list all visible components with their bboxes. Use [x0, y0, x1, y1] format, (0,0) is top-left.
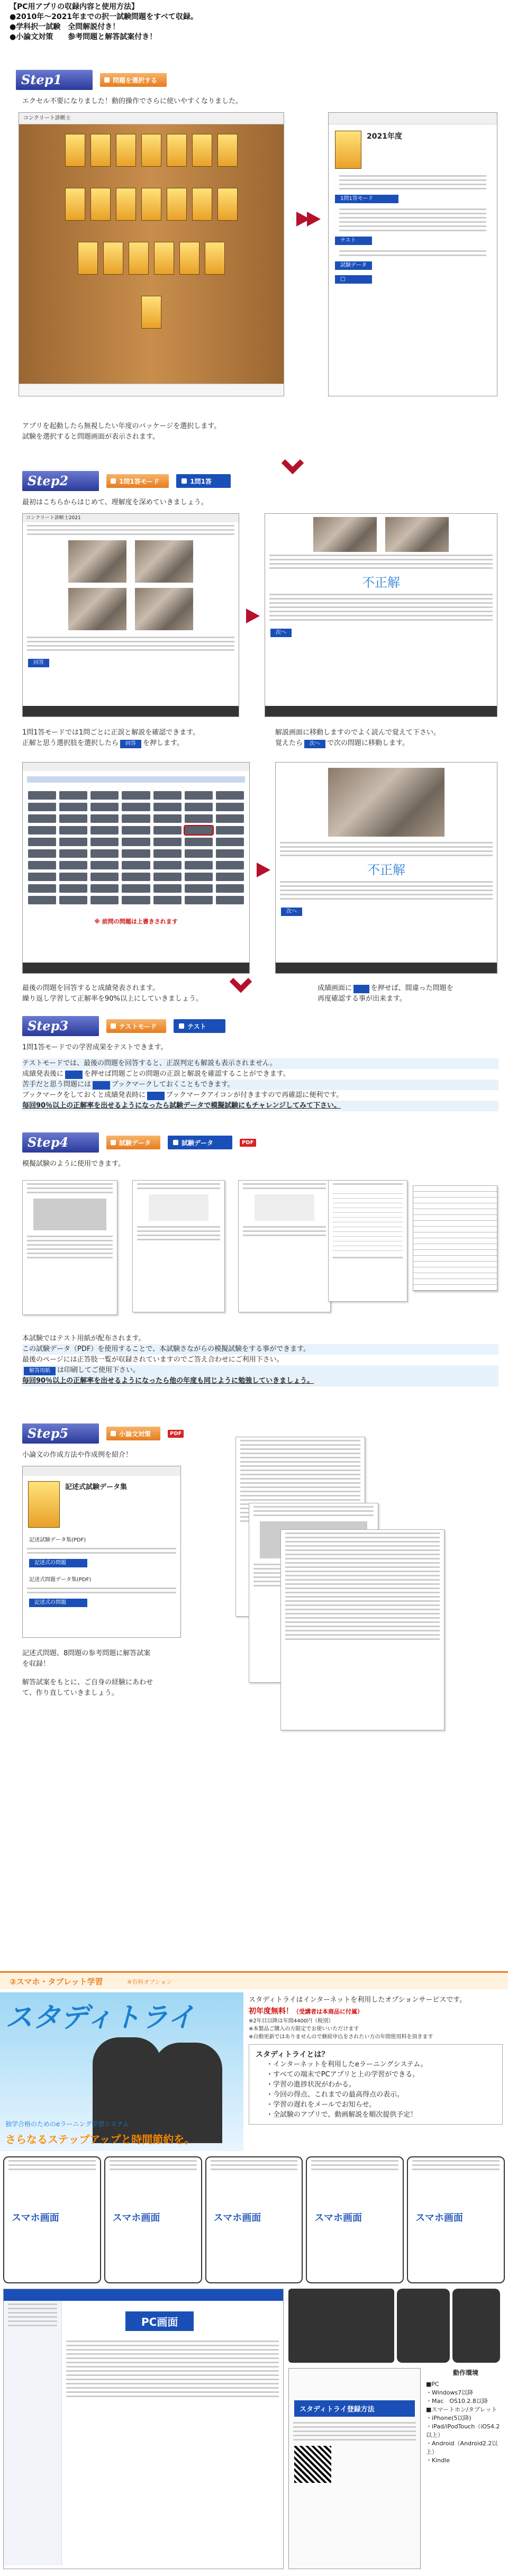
step2-sub-pill: [106, 474, 169, 488]
text: 初年度無料！: [249, 2007, 293, 2016]
book-icon[interactable]: [103, 242, 123, 275]
answer-sheet-button-sample: 解答用紙: [24, 1367, 56, 1375]
essay-list-title: 記述式試験データ集: [65, 1483, 128, 1491]
step5-caption-1: 記述式問題、8問題の参考問題に解答試案: [22, 1649, 151, 1657]
step4-sub-label: 試験データ: [119, 1139, 151, 1147]
option-intro: スタディトライはインターネットを利用したオプションサービスです。: [249, 1996, 467, 2004]
env-iphone: ・iPhone(5以降): [426, 2415, 471, 2421]
app-library-screenshot: [19, 112, 284, 396]
caption-text: で次の問題に移動します。: [327, 739, 409, 747]
essay-list-item-2: 記述式問題データ集(PDF): [29, 1577, 92, 1583]
book-icon[interactable]: [129, 242, 149, 275]
book-icon[interactable]: [167, 134, 187, 167]
step2-caption-left-2: [22, 738, 184, 749]
next-button[interactable]: 次へ: [270, 629, 292, 637]
book-icon[interactable]: [167, 188, 187, 221]
review-screenshot: [275, 762, 497, 974]
crack-photo: [313, 517, 377, 552]
essay-button[interactable]: □: [335, 275, 372, 284]
header-line-3: ●学科択一試験 全問解説付き！: [10, 23, 120, 31]
step1-pill-label: 問題を選択する: [113, 76, 158, 84]
step3-intro: 1問1答モードでの学習成果をテストできます。: [22, 1044, 168, 1051]
crack-photo: [68, 540, 126, 583]
crack-photo: [68, 588, 126, 630]
exam-pdf-page: [328, 1180, 407, 1302]
header-line-4: ●小論文対策 参考問題と解答試案付き！: [10, 33, 157, 41]
exam-pdf-page: [132, 1180, 225, 1312]
phone-screen: [407, 2156, 505, 2283]
step1-caption-2: 試験を選択すると問題画面が表示されます。: [22, 433, 159, 441]
step4-label: Step4: [22, 1132, 99, 1153]
env-pc: ■PC: [426, 2381, 439, 2388]
caption-text: を押します。: [143, 739, 184, 747]
text: ブックマークしておくこともできます。: [111, 1081, 234, 1089]
exam-data-button[interactable]: 試験データ: [335, 261, 372, 270]
next-button[interactable]: 次へ: [281, 908, 302, 916]
step4-header: [22, 1132, 256, 1153]
crack-photo: [328, 768, 444, 837]
book-icon[interactable]: [90, 188, 111, 221]
pc-screen-label: PC画面: [125, 2311, 194, 2331]
person-photo: [153, 2043, 222, 2143]
step5-sub-label: 小論文対策: [119, 1430, 151, 1438]
book-icon[interactable]: [179, 242, 199, 275]
step5-caption-2: を収録！: [22, 1660, 50, 1668]
whatis-title: スタディトライとは？: [256, 2051, 329, 2059]
essay-questions-button[interactable]: 記述式の問題: [29, 1559, 87, 1567]
bookmark-button-sample: [93, 1081, 110, 1090]
wrong-answer-label: 不正解: [367, 863, 405, 877]
phone-screen: [306, 2156, 404, 2283]
step5-header: [22, 1423, 184, 1444]
option-title: ②スマホ・タブレット学習: [10, 1977, 103, 1987]
exam-data-pill: [168, 1136, 232, 1149]
app-window-title: コンクリート診断士: [19, 113, 284, 124]
essay-menu-screenshot: [22, 1466, 181, 1638]
note-2: ※自動更新ではありませんので継続申込をされたい方の年間使用料を頂きます: [249, 2034, 433, 2040]
tablet-photo: [288, 2289, 394, 2363]
phone-photo: [452, 2289, 500, 2363]
step2-caption-right-2: [275, 738, 409, 749]
step2-caption-left-1: 1問1答モードでは1問ごとに正誤と解説を確認できます。: [22, 729, 200, 737]
shelf-row: [24, 188, 278, 221]
step4-p5: 毎回90％以上の正解率を出せるようになったら他の年度も同じように勉強していきましょう。: [22, 1376, 498, 1386]
book-cover-icon: [28, 1481, 60, 1528]
text: 苦手だと思う問題には: [22, 1081, 92, 1089]
next-button-sample: 次へ: [304, 740, 325, 748]
studytry-logo: スタディトライ: [5, 2002, 195, 2034]
book-icon[interactable]: [65, 134, 85, 167]
crack-photo: [135, 588, 193, 630]
book-icon[interactable]: [205, 242, 225, 275]
essay-answers-button[interactable]: 記述式の問題: [29, 1599, 87, 1607]
step3-sub-label: テストモード: [119, 1022, 157, 1030]
book-icon[interactable]: [217, 134, 238, 167]
phone-screen: [3, 2156, 101, 2283]
caption-text: 正解と思う選択肢を選択したら: [22, 739, 119, 747]
crack-photo: [135, 540, 193, 583]
registration-card: [288, 2368, 421, 2569]
smartphone-screens: [0, 2156, 508, 2283]
text: 成績発表後に: [22, 1070, 64, 1078]
intro-header: [10, 2, 198, 42]
book-icon[interactable]: [90, 134, 111, 167]
feature-item: ・インターネットを利用したeラーニングシステム。: [266, 2061, 428, 2069]
smartphone-label: スマホ画面: [314, 2210, 362, 2224]
price-note: ※2年目以降は年間4400円（税別）: [249, 2018, 334, 2024]
step4-sub-pill: [106, 1136, 160, 1149]
bookmark-icon: [147, 1092, 165, 1100]
feature-item: ・すべての端末でPCアプリと上の学習ができる。: [266, 2071, 420, 2079]
step3-label: Step3: [22, 1016, 99, 1036]
step5-intro: 小論文の作成方法や作成例を紹介！: [22, 1451, 133, 1459]
text: ブックマークアイコンが付きますので再確認に便利です。: [166, 1091, 343, 1099]
test-pill-label: テスト: [187, 1022, 206, 1030]
end-note: ※ 前問の問題は上書きされます: [94, 918, 178, 925]
option-header-band: [0, 1971, 508, 1989]
banner-subtitle: 独学合格のためのeラーニング学習システム: [5, 2120, 129, 2128]
essay-pdf-page: [280, 1529, 444, 1730]
env-title: 動作環境: [452, 2369, 478, 2377]
exam-pdf-page: [22, 1180, 117, 1315]
header-line-2: ●2010年～2021年までの択一試験問題をすべて収録。: [10, 13, 198, 21]
text: （受講者は本商品に付属）: [293, 2008, 363, 2015]
book-icon[interactable]: [192, 188, 212, 221]
text: を押せば問題ごとの問題の正誤と解説を確認することができます。: [84, 1070, 290, 1078]
smartphone-label: スマホ画面: [415, 2210, 463, 2224]
step3-p4: [22, 1090, 498, 1101]
caption-text: 成績画面に: [318, 984, 352, 992]
book-icon[interactable]: [141, 134, 161, 167]
env-sp: ■スマートホン/タブレット: [426, 2406, 497, 2413]
step5-label: Step5: [22, 1423, 99, 1444]
book-icon[interactable]: [154, 242, 174, 275]
feature-item: ・今回の得点、これまでの最高得点の表示。: [266, 2091, 404, 2099]
step1-header: [16, 70, 167, 90]
arrow-right-icon: [246, 609, 260, 623]
book-icon[interactable]: [116, 134, 136, 167]
note-1: ※本製品ご購入の方限定でお使いいただけます: [249, 2026, 359, 2032]
step1-caption-1: アプリを起動したら無視したい年度のパッケージを選択します。: [22, 422, 221, 430]
env-android: ・Android（Android2.2以上）: [426, 2440, 498, 2455]
question-screen-title: コンクリート診断士2021: [23, 514, 239, 522]
env-mac: ・Mac OS10.2.8以降: [426, 2398, 488, 2405]
step2-sub-label: 1問1答モード: [119, 477, 160, 485]
step5-sub-pill: [106, 1427, 160, 1440]
pdf-icon: PDF: [240, 1139, 256, 1147]
step1-label: Step1: [16, 70, 93, 90]
step3-p1: テストモードでは、最後の問題を回答すると、正誤判定も解説も表示されません。: [22, 1058, 498, 1069]
book-icon[interactable]: [78, 242, 98, 275]
phone-photo: [397, 2289, 450, 2363]
step4-p2: この試験データ（PDF）を使用することで、本試験さながらの模擬試験をする事ができます。: [22, 1344, 498, 1355]
arrow-down-icon: [282, 452, 304, 474]
review-button-sample: [65, 1071, 83, 1079]
year-panel-screenshot: [328, 112, 497, 396]
env-win: ・Windows7以降: [426, 2389, 474, 2396]
banner-catchphrase: さらなるステップアップと時間節約を。: [5, 2133, 195, 2146]
book-icon[interactable]: [217, 188, 238, 221]
one-by-one-pill: [176, 474, 231, 488]
step3-p2: [22, 1069, 498, 1080]
caption-text: 覚えたら: [275, 739, 303, 747]
feature-item: ・学習の遅れをメールでお知らせ。: [266, 2101, 376, 2109]
step4-intro: 模擬試験のように使用できます。: [22, 1160, 125, 1168]
qr-code-icon: [294, 2446, 331, 2483]
arrow-right-icon: [257, 863, 270, 877]
step3-p5: 毎回90％以上の正解率を出せるようになったら試験データで模擬試験にもチャレンジしてみて下さい。: [22, 1101, 498, 1111]
explanation-screenshot: [265, 513, 497, 717]
wrong-answer-label: 不正解: [362, 575, 400, 590]
header-line-1: 【PC用アプリの収録内容と使用方法】: [10, 3, 139, 11]
env-kindle: ・Kindle: [426, 2457, 450, 2464]
smartphone-label: スマホ画面: [113, 2210, 160, 2224]
pc-screen-mock: [3, 2289, 284, 2569]
step3-header: [22, 1016, 225, 1036]
phone-screen: [104, 2156, 202, 2283]
step1-pill: [100, 73, 167, 87]
answer-button-sample: 回答: [120, 740, 141, 748]
step2-caption-4: [318, 983, 453, 994]
essay-list-item-1: 記述試験データ集(PDF): [29, 1537, 86, 1543]
option-subtitle: ※有料オプション: [127, 1979, 173, 1985]
arrow-right-icon: [307, 212, 321, 226]
first-year-free: [249, 2006, 503, 2016]
shelf-row: [24, 296, 278, 329]
test-button[interactable]: テスト: [335, 237, 372, 245]
feature-list: [256, 2060, 496, 2120]
step2-caption-3b: 繰り返し学習して正解率を90%以上にしていきましょう。: [22, 995, 203, 1003]
question-screenshot: [22, 513, 239, 717]
book-icon[interactable]: [65, 188, 85, 221]
studytry-banner: [0, 1992, 243, 2151]
exam-data-pill-label: 試験データ: [182, 1139, 214, 1147]
step3-sub-pill: [106, 1019, 166, 1033]
smartphone-label: スマホ画面: [214, 2210, 261, 2224]
book-icon[interactable]: [116, 188, 136, 221]
step4-p1: 本試験ではテスト用紙が配布されます。: [22, 1335, 146, 1343]
one-by-one-pill-label: 1問1答: [190, 477, 212, 485]
figure: [33, 1199, 106, 1230]
environment-box: [426, 2368, 505, 2465]
step4-p3: 最後のページには正答肢一覧が収録されていますのでご答え合わせにご利用下さい。: [22, 1356, 284, 1364]
shelf-row: [24, 242, 278, 275]
step2-header: [22, 471, 231, 491]
one-by-one-mode-button[interactable]: 1問1答モード: [335, 195, 398, 203]
registration-card-title: スタディトライ登録方法: [294, 2400, 415, 2417]
text: ブックマークをしておくと成績発表時に: [22, 1091, 146, 1099]
step2-caption-3a: 最後の問題を回答すると成績発表されます。: [22, 984, 159, 992]
env-ipad: ・iPad/iPodTouch（iOS4.2以上）: [426, 2423, 500, 2438]
text: は印刷してご使用下さい。: [57, 1366, 140, 1374]
step2-intro: 最初はこちらからはじめて、理解度を深めていきましょう。: [22, 498, 208, 506]
step2-caption-right-1: 解説画面に移動しますのでよく読んで覚えて下さい。: [275, 729, 441, 737]
smartphone-label: スマホ画面: [12, 2210, 59, 2224]
step1-intro: エクセル不要になりました！動的操作でさらに使いやすくなりました。: [22, 97, 243, 105]
pdf-icon: PDF: [168, 1430, 184, 1438]
arrow-down-icon: [230, 970, 252, 993]
crack-photo: [385, 517, 449, 552]
feature-item: ・全試験のアプリで、動画解説を順次提供予定！: [266, 2111, 418, 2119]
step4-p4: [22, 1365, 498, 1376]
feature-item: ・学習の進捗状況がわかる。: [266, 2081, 356, 2089]
step5-caption-4: て、作り直していきましょう。: [22, 1689, 119, 1697]
exam-pdf-page: [238, 1180, 331, 1312]
caption-text: を押せば、間違った問題を: [370, 984, 453, 992]
step5-caption-3: 解答試案をもとに、ご自身の経験にあわせ: [22, 1679, 153, 1686]
review-button-sample: [353, 985, 369, 993]
test-pill: [174, 1019, 225, 1033]
results-screenshot: [22, 762, 250, 974]
answer-button[interactable]: 回答: [28, 659, 49, 667]
book-icon[interactable]: [141, 188, 161, 221]
answer-sheet-page: [413, 1185, 497, 1291]
shelf-row: [24, 134, 278, 167]
book-icon[interactable]: [141, 296, 161, 329]
step2-label: Step2: [22, 471, 99, 491]
step3-p3: [22, 1080, 498, 1090]
phone-screen: [205, 2156, 303, 2283]
book-cover-icon: [335, 131, 361, 169]
panel-year: 2021年度: [367, 132, 402, 141]
step2-caption-4c: 再度確認する事が出来ます。: [318, 995, 406, 1003]
book-icon[interactable]: [192, 134, 212, 167]
